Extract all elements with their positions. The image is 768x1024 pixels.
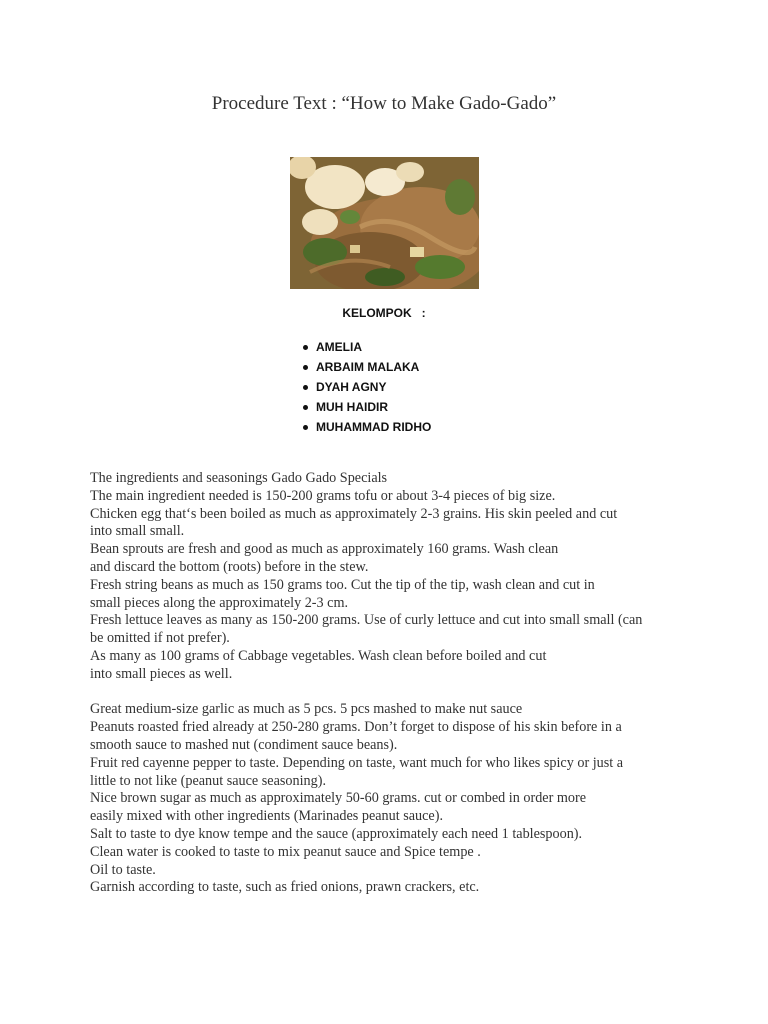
text-line: As many as 100 grams of Cabbage vegetables. Wash clean before boiled and cut xyxy=(90,647,547,664)
text-line: Chicken egg that‘s been boiled as much as approximately 2-3 grains. His skin peeled and cut xyxy=(90,505,618,522)
member-item: ARBAIM MALAKA xyxy=(298,357,431,377)
text-line: easily mixed with other ingredients (Marinades peanut sauce). xyxy=(90,808,443,825)
member-list xyxy=(298,337,431,437)
member-item: MUHAMMAD RIDHO xyxy=(298,417,431,437)
text-line: into small pieces as well. xyxy=(90,665,233,682)
text-line: Great medium-size garlic as much as 5 pcs. 5 pcs mashed to make nut sauce xyxy=(90,701,523,718)
ingredients-text xyxy=(90,470,690,897)
text-line: be omitted if not prefer). xyxy=(90,630,230,647)
text-line: into small small. xyxy=(90,523,185,540)
document-title: Procedure Text : “How to Make Gado-Gado” xyxy=(211,93,557,114)
text-line: The ingredients and seasonings Gado Gado Specials xyxy=(90,470,388,486)
text-line: Peanuts roasted fried already at 250-280 grams. Don’t forget to dispose of his skin before in a xyxy=(90,719,622,736)
text-line: Clean water is cooked to taste to mix peanut sauce and Spice tempe . xyxy=(90,843,481,860)
text-line: Fresh string beans as much as 150 grams too. Cut the tip of the tip, wash clean and cut in xyxy=(90,576,595,593)
text-line: Fresh lettuce leaves as many as 150-200 grams. Use of curly lettuce and cut into small small (can xyxy=(90,612,643,629)
text-line: small pieces along the approximately 2-3 cm. xyxy=(90,594,349,611)
member-item: MUH HAIDIR xyxy=(298,397,431,417)
member-item: AMELIA xyxy=(298,337,431,357)
text-line: little to not like (peanut sauce seasoning). xyxy=(90,772,326,789)
text-line: The main ingredient needed is 150-200 grams tofu or about 3-4 pieces of big size. xyxy=(90,487,556,504)
text-line: Nice brown sugar as much as approximately 50-60 grams. cut or combed in order more xyxy=(90,790,587,807)
text-line: Garnish according to taste, such as fried onions, prawn crackers, etc. xyxy=(90,879,480,896)
text-line: Fruit red cayenne pepper to taste. Depending on taste, want much for who likes spicy or just a xyxy=(90,754,624,771)
text-line: Oil to taste. xyxy=(90,861,156,878)
text-line: and discard the bottom (roots) before in the stew. xyxy=(90,558,369,575)
text-line: Bean sprouts are fresh and good as much as approximately 160 grams. Wash clean xyxy=(90,541,559,558)
member-item: DYAH AGNY xyxy=(298,377,431,397)
text-line: smooth sauce to mashed nut (condiment sauce beans). xyxy=(90,736,398,753)
group-label: KELOMPOK : xyxy=(342,306,426,320)
text-line: Salt to taste to dye know tempe and the sauce (approximately each need 1 tablespoon). xyxy=(90,825,583,842)
paragraph-gap xyxy=(90,684,690,702)
gado-gado-photo xyxy=(290,157,479,289)
